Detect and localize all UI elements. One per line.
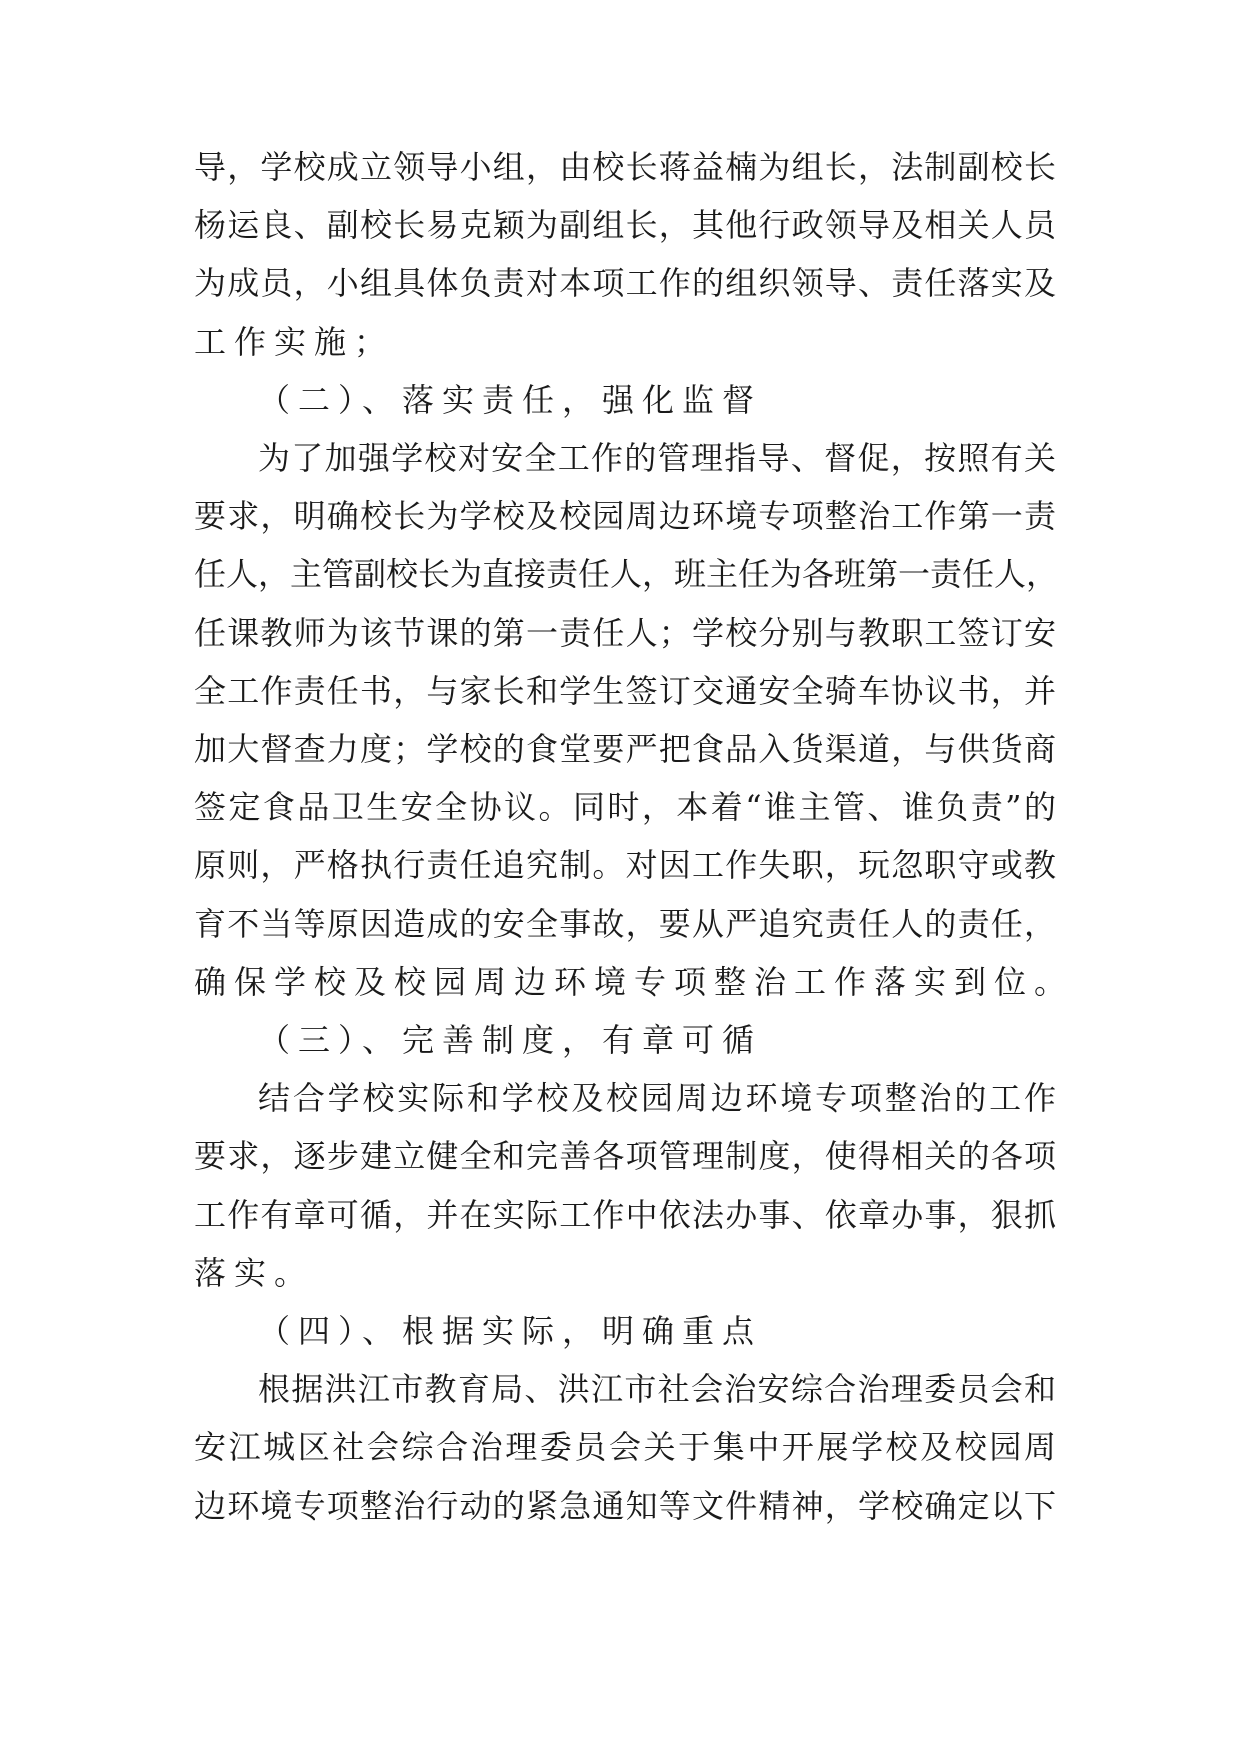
text-line: 签定食品卫生安全协议。同时，本着“谁主管、谁负责”的 xyxy=(194,788,1056,827)
paragraph-start: 结合学校实际和学校及校园周边环境专项整治的工作 xyxy=(258,1079,1056,1118)
text-line: 要求，明确校长为学校及校园周边环境专项整治工作第一责 xyxy=(194,497,1056,536)
text-line: 为成员，小组具体负责对本项工作的组织领导、责任落实及 xyxy=(194,264,1056,303)
text-line: 确保学校及校园周边环境专项整治工作落实到位。 xyxy=(194,962,1075,1001)
paragraph-start: 根据洪江市教育局、洪江市社会治安综合治理委员会和 xyxy=(258,1370,1056,1409)
text-line: 原则，严格执行责任追究制。对因工作失职，玩忽职守或教 xyxy=(194,846,1056,885)
section-heading-2: （二）、落实责任，强化监督 xyxy=(258,380,763,419)
text-line: 工作有章可循，并在实际工作中依法办事、依章办事，狠抓 xyxy=(194,1195,1056,1234)
text-line: 要求，逐步建立健全和完善各项管理制度，使得相关的各项 xyxy=(194,1137,1056,1176)
text-line: 育不当等原因造成的安全事故，要从严追究责任人的责任， xyxy=(194,904,1056,943)
text-line: 任人，主管副校长为直接责任人，班主任为各班第一责任人， xyxy=(194,555,1059,594)
text-line: 杨运良、副校长易克颖为副组长，其他行政领导及相关人员 xyxy=(194,206,1056,245)
text-line: 任课教师为该节课的第一责任人；学校分别与教职工签订安 xyxy=(194,613,1056,652)
section-heading-4: （四）、根据实际，明确重点 xyxy=(258,1312,763,1350)
text-line: 安江城区社会综合治理委员会关于集中开展学校及校园周 xyxy=(194,1428,1056,1467)
text-line: 落实。 xyxy=(194,1253,315,1292)
text-line: 导，学校成立领导小组，由校长蒋益楠为组长，法制副校长 xyxy=(194,148,1056,186)
text-line: 加大督查力度；学校的食堂要严把食品入货渠道，与供货商 xyxy=(194,730,1056,768)
text-line: 全工作责任书，与家长和学生签订交通安全骑车协议书，并 xyxy=(194,671,1056,710)
section-heading-3: （三）、完善制度，有章可循 xyxy=(258,1021,763,1059)
text-line: 工作实施； xyxy=(194,322,395,361)
paragraph-start: 为了加强学校对安全工作的管理指导、督促，按照有关 xyxy=(258,439,1056,477)
text-line: 边环境专项整治行动的紧急通知等文件精神，学校确定以下 xyxy=(194,1486,1056,1525)
